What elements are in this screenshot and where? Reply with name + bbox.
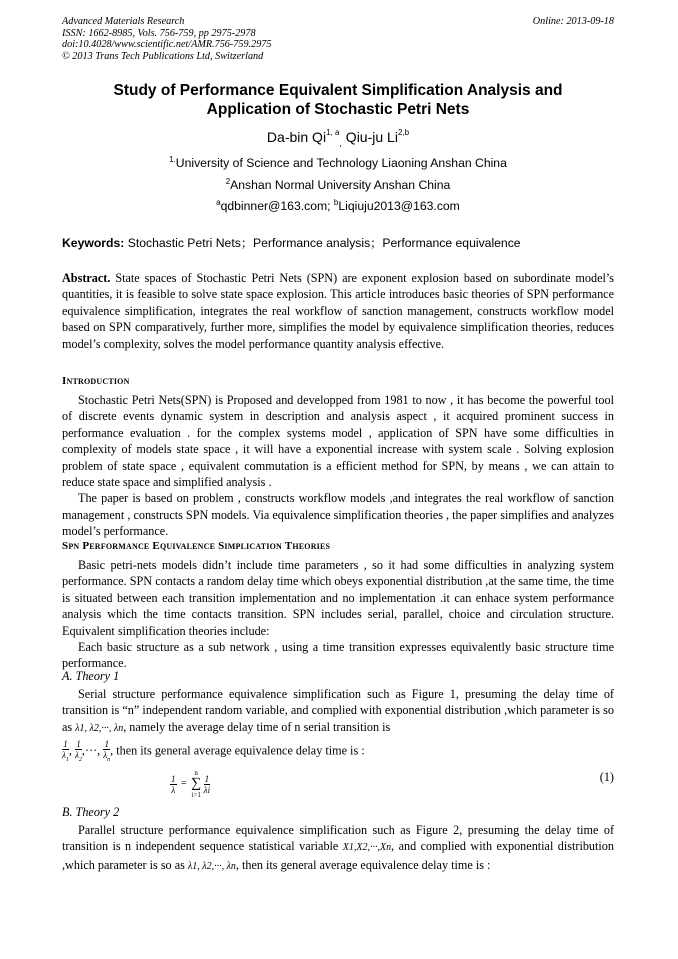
abstract-text: State spaces of Stochastic Petri Nets (SPN) are exponent explosion based on subordinate model’s quantities, it is feasible to solve state space explosion. This article introduces basic theories of SPN performance equivalence simplification, integrates the real workflow of sanction management, constructs workflow model based on SPN comparatively, further more, simplifies the model by equivalence simplification theories, reduces model’s complexity, solves the model performance quantity analysis effective. [62, 271, 614, 351]
copyright-line: © 2013 Trans Tech Publications Ltd, Switzerland [62, 50, 264, 62]
paper-title [62, 81, 614, 119]
spn-paragraph-1: Basic petri-nets models didn’t include time parameters , so it had some difficulties in analyzing system performance. SPN contacts a random delay time which obeys exponential distribution ,at the same time, the time is situated between each transition implementation and no implementation .it can enhace system performance analysis which the time contacts transition. SPN includes serial, parallel, choice and circulation structure. Equivalent simplification theories include: [62, 558, 614, 638]
title-line-2: Application of Stochastic Petri Nets [206, 101, 470, 118]
equation-rhs: $\frac{1}{\lambda i}$ [203, 773, 211, 795]
recip-lambda-1: $\frac{1}{\lambda_1}$ [62, 739, 69, 764]
affiliation-1-text: University of Science and Technology Liaoning Anshan China [175, 156, 507, 170]
keywords-text: Stochastic Petri Nets；Performance analysis；Performance equivalence [124, 236, 521, 250]
theory-2-vars: X1,X2,···,Xn [342, 842, 392, 854]
issn-line: ISSN: 1662-8985, Vols. 756-759, pp 2975-2978 [62, 27, 256, 39]
author-2: Qiu-ju Li [341, 129, 398, 145]
subsection-theory-1: A. Theory 1 [62, 669, 120, 683]
spn-theories-body [62, 557, 614, 672]
author-1-marker: 1, a [326, 128, 340, 137]
recip-lambda-2: $\frac{1}{\lambda_2}$ [75, 739, 82, 764]
affiliation-2 [62, 178, 614, 192]
intro-paragraph-2: The paper is based on problem , constructs workflow models ,and integrates the real workflow of sanction management , constructs SPN models. Via equivalence simplification theories , the paper simplifies and analyzes model’s performance. [62, 491, 614, 539]
abstract-label: Abstract. [62, 271, 111, 285]
theory-1-params: λ1, λ2,···, λn [75, 722, 124, 734]
subsection-theory-2: B. Theory 2 [62, 805, 120, 819]
email-b-marker: b [333, 198, 339, 207]
email-a-marker: a [216, 198, 221, 207]
equation-lhs: $\frac{1}{\lambda}$ [171, 773, 176, 795]
section-heading-introduction: Introduction [62, 375, 130, 387]
title-line-1: Study of Performance Equivalent Simplification Analysis and [113, 82, 563, 99]
introduction-body [62, 392, 614, 540]
author-2-marker: 2,b [397, 128, 410, 137]
author-separator: , [339, 137, 342, 148]
equation-1-number: (1) [599, 770, 614, 784]
theory-1-body: Serial structure performance equivalence simplification such as Figure 1, presuming the delay time of transition is “n” independent random variable, and complied with exponential distribution ,which parameter is so as λ1, λ2,···, λn, namely the average delay time of n serial transition is $\frac{1}{\lambda_1}$ , $\frac{1}{\lambda_2}$ ,···, $\frac{1}{\lambda_n}$ , then its general average equivalence delay time is : [62, 687, 614, 764]
section-heading-spn-theories: Spn Performance Equivalence Simplication Theories [62, 540, 331, 552]
keywords-label: Keywords: [62, 236, 125, 250]
journal-name: Advanced Materials Research [62, 16, 185, 27]
email-a: qdbinner@163.com; [220, 199, 334, 213]
affiliation-2-marker: 2 [225, 177, 231, 186]
affiliation-2-text: Anshan Normal University Anshan China [230, 178, 451, 192]
author-emails [62, 199, 614, 213]
abstract [62, 270, 614, 352]
theory-2-text-1: Parallel structure performance equivalence simplification such as Figure 2, presuming the delay time of transition is n independent sequence statistical variable [62, 823, 614, 854]
author-1: Da-bin Qi [266, 129, 327, 145]
author-list [62, 129, 614, 148]
theory-1-text-3: , then its general average equivalence delay time is : [110, 743, 365, 758]
affiliation-1 [62, 156, 614, 170]
recip-lambda-n: $\frac{1}{\lambda_n}$ [103, 739, 111, 764]
theory-1-text-2: , namely the average delay time of n serial transition is [123, 719, 391, 734]
doi-line: doi:10.4028/www.scientific.net/AMR.756-759.2975 [62, 39, 272, 51]
intro-paragraph-1: Stochastic Petri Nets(SPN) is Proposed and developped from 1981 to now , it has become the powerful tool of discrete events dynamic system in description and analysis aspect , it acquired prominent success in performance evaluation . for the complex systems model , application of SPN have some difficulties in complexity of models state space , it will have a exponential increase with system scale . Solving explosion problem of state space , equivalent commutation is a efficient method for SPN, by means , we can attain to reduce state space and simplified analysis . [62, 393, 614, 490]
summation-sign: n ∑ i=1 [191, 769, 202, 799]
running-header [62, 16, 614, 62]
email-b: Liqiuju2013@163.com [338, 199, 460, 213]
theory-2-text-2: , and complied with exponential distribution ,which parameter is so as [62, 839, 614, 872]
spn-paragraph-2: Each basic structure as a sub network , using a time transition expresses equivalently basic structure time performance. [62, 640, 614, 671]
theory-1-text-1: Serial structure performance equivalence simplification such as Figure 1, presuming the delay time of transition is “n” independent random variable, and complied with exponential distribution ,which parameter is so as [62, 687, 614, 734]
equation-1: $\frac{1}{\lambda}$ = n ∑ i=1 $\frac{1}{\lambda i}$ [171, 769, 211, 799]
theory-2-body [62, 822, 614, 875]
affiliation-1-marker: 1. [169, 155, 176, 164]
theory-2-text-3: , then its general average equivalence delay time is : [235, 857, 491, 872]
theory-2-params: λ1, λ2,···, λn [187, 860, 236, 872]
online-date: Online: 2013-09-18 [532, 16, 614, 27]
keywords [62, 234, 614, 251]
